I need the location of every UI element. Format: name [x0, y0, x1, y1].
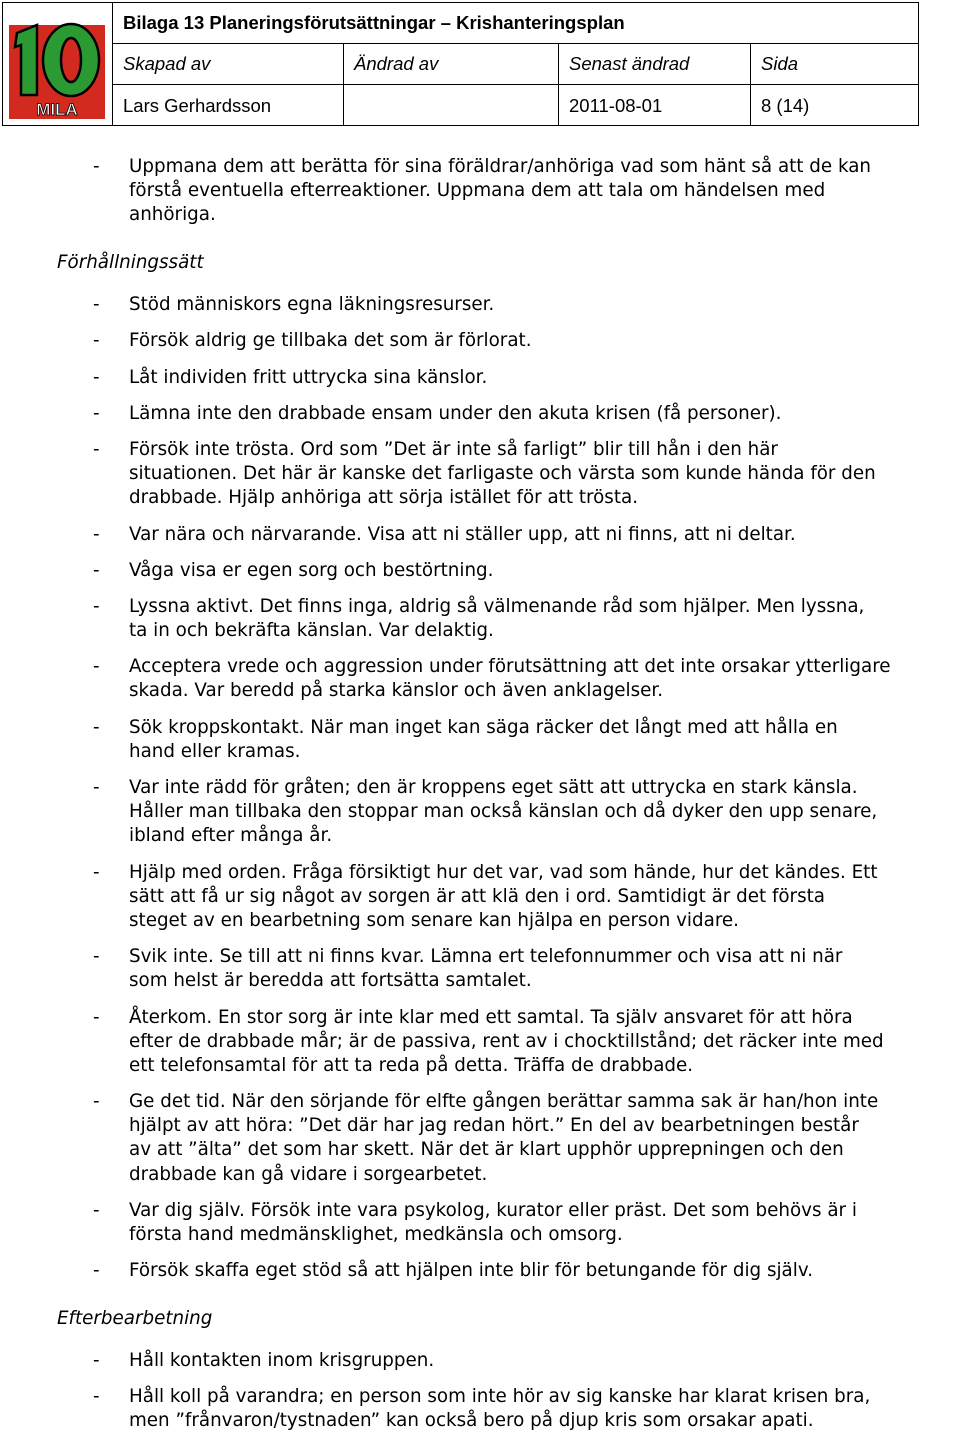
- list-dash: -: [93, 596, 100, 617]
- changed-by-label: Ändrad av: [344, 44, 559, 84]
- created-by-value: Lars Gerhardsson: [113, 85, 344, 126]
- text-line: Håll kontakten inom krisgruppen.: [129, 1350, 435, 1371]
- list-dash: -: [93, 294, 100, 315]
- list-dash: -: [93, 862, 100, 883]
- list-item-text: [129, 155, 956, 228]
- list-dash: -: [93, 946, 100, 967]
- list-item-text: [129, 655, 956, 703]
- text-line: Håller man tillbaka den stoppar man också känslan och då dyker den upp senare,: [129, 801, 878, 823]
- text-line: Lyssna aktivt. Det finns inga, aldrig så välmenande råd som hjälper. Men lyssna,: [129, 596, 865, 617]
- list-item-text: [129, 329, 956, 353]
- document-header: [2, 2, 919, 126]
- text-line: ett telefonsamtal för att ta reda på detta. Träffa de drabbade.: [129, 1055, 694, 1077]
- text-line: Ge det tid. När den sörjande för elfte gången berättar samma sak är han/hon inte: [129, 1091, 879, 1112]
- list-dash: -: [93, 777, 100, 798]
- logo-graphic: [3, 3, 111, 125]
- text-line: sätt att få ur sig något av sorgen är att klä den i ord. Samtidigt är det första: [129, 886, 825, 908]
- text-line: av att ”älta” det som har skett. När det är klart upphör upprepningen och den: [129, 1139, 844, 1161]
- list-item-text: [129, 438, 956, 511]
- list-dash: -: [93, 367, 100, 388]
- list-dash: -: [93, 524, 100, 545]
- text-line: Försök skaffa eget stöd så att hjälpen inte blir för betungande för dig själv.: [129, 1260, 814, 1281]
- logo-text: MILA: [36, 100, 78, 119]
- text-line: som helst är beredda att fortsätta samtalet.: [129, 970, 532, 992]
- text-line: förstå eventuella efterreaktioner. Uppmana dem att tala om händelsen med: [129, 180, 826, 202]
- list-dash: -: [93, 560, 100, 581]
- list-dash: -: [93, 656, 100, 677]
- list-dash: -: [93, 1386, 100, 1407]
- page-number: 8 (14): [761, 94, 810, 116]
- logo-10-mila: [3, 3, 113, 125]
- list-item-text: [129, 1006, 956, 1079]
- list-item-text: [129, 1259, 956, 1283]
- document-title: Bilaga 13 Planeringsförutsättningar – Krishanteringsplan: [123, 12, 625, 33]
- created-by-label: Skapad av: [113, 44, 344, 84]
- text-line: skada. Var beredd på starka känslor och även anklagelser.: [129, 680, 664, 702]
- list-dash: -: [93, 330, 100, 351]
- list-item-text: [129, 716, 956, 764]
- text-line: ta in och bekräfta känslan. Var delaktig.: [129, 620, 494, 642]
- text-line: ibland efter många år.: [129, 825, 333, 847]
- text-line: Sök kroppskontakt. När man inget kan säga räcker det långt med att hålla en: [129, 717, 838, 738]
- last-changed-label: Senast ändrad: [559, 44, 751, 84]
- list-dash: -: [93, 403, 100, 424]
- list-item-text: [129, 1349, 956, 1373]
- list-item-text: [129, 523, 956, 547]
- list-dash: -: [93, 1260, 100, 1281]
- list-item-text: [129, 945, 956, 993]
- text-line: Acceptera vrede och aggression under förutsättning att det inte orsakar ytterligare: [129, 656, 891, 677]
- text-line: Var dig själv. Försök inte vara psykolog, kurator eller präst. Det som behövs är i: [129, 1200, 857, 1221]
- text-line: Håll koll på varandra; en person som inte hör av sig kanske har klarat krisen bra,: [129, 1386, 871, 1407]
- page-label: Sida: [761, 53, 799, 74]
- text-line: Var inte rädd för gråten; den är kroppens eget sätt att uttrycka en stark känsla.: [129, 777, 858, 798]
- text-line: Våga visa er egen sorg och bestörtning.: [129, 560, 494, 581]
- text-line: Låt individen fritt uttrycka sina känslor.: [129, 367, 488, 388]
- list-item-text: [129, 1199, 956, 1247]
- text-line: drabbade. Hjälp anhöriga att sörja istället för att trösta.: [129, 487, 639, 509]
- text-line: Försök aldrig ge tillbaka det som är förlorat.: [129, 330, 532, 351]
- list-item-text: [129, 861, 956, 934]
- section-heading-forhallningssatt: Förhållningssätt: [57, 252, 204, 273]
- list-item-text: [129, 595, 956, 643]
- text-line: Svik inte. Se till att ni finns kvar. Lämna ert telefonnummer och visa att ni när: [129, 946, 843, 967]
- text-line: första hand medmänsklighet, medkänsla och omsorg.: [129, 1224, 623, 1246]
- list-item-text: [129, 1385, 956, 1433]
- list-item-text: [129, 776, 956, 849]
- changed-by-value: [344, 85, 559, 126]
- list-dash: -: [93, 1091, 100, 1112]
- text-line: Stöd människors egna läkningsresurser.: [129, 294, 495, 315]
- text-line: men ”frånvaron/tystnaden” kan också bero på djup kris som orsakar apati.: [129, 1410, 814, 1432]
- list-dash: -: [93, 1350, 100, 1371]
- text-line: Lämna inte den drabbade ensam under den akuta krisen (få personer).: [129, 403, 782, 424]
- list-dash: -: [93, 156, 100, 177]
- list-item-text: [129, 293, 956, 317]
- list-item-text: [129, 402, 956, 426]
- list-dash: -: [93, 439, 100, 460]
- list-dash: -: [93, 1200, 100, 1221]
- last-changed-value: 2011-08-01: [559, 85, 751, 126]
- list-item-text: [129, 366, 956, 390]
- text-line: Var nära och närvarande. Visa att ni ställer upp, att ni finns, att ni deltar.: [129, 524, 796, 545]
- text-line: Hjälp med orden. Fråga försiktigt hur det var, vad som hände, hur det kändes. Ett: [129, 862, 878, 883]
- list-item-text: [129, 1090, 956, 1187]
- text-line: hjälpt av att höra: ”Det där har jag redan hört.” En del av bearbetningen består: [129, 1115, 859, 1137]
- text-line: efter de drabbade mår; är de passiva, rent av i chocktillstånd; det räcker inte med: [129, 1031, 884, 1053]
- list-dash: -: [93, 717, 100, 738]
- list-item-text: [129, 559, 956, 583]
- text-line: hand eller kramas.: [129, 741, 301, 763]
- text-line: drabbade kan gå vidare i sorgearbetet.: [129, 1163, 488, 1185]
- list-dash: -: [93, 1007, 100, 1028]
- text-line: Återkom. En stor sorg är inte klar med ett samtal. Ta själv ansvaret för att höra: [129, 1007, 853, 1028]
- text-line: Försök inte trösta. Ord som ”Det är inte så farligt” blir till hån i den här: [129, 439, 778, 460]
- text-line: Uppmana dem att berätta för sina föräldrar/anhöriga vad som hänt så att de kan: [129, 156, 872, 177]
- text-line: situationen. Det här är kanske det farligaste och värsta som kunde hända för den: [129, 463, 876, 485]
- section-heading-efterbearbetning: Efterbearbetning: [57, 1308, 213, 1329]
- text-line: anhöriga.: [129, 204, 216, 226]
- text-line: steget av en bearbetning som senare kan hjälpa en person vidare.: [129, 910, 739, 932]
